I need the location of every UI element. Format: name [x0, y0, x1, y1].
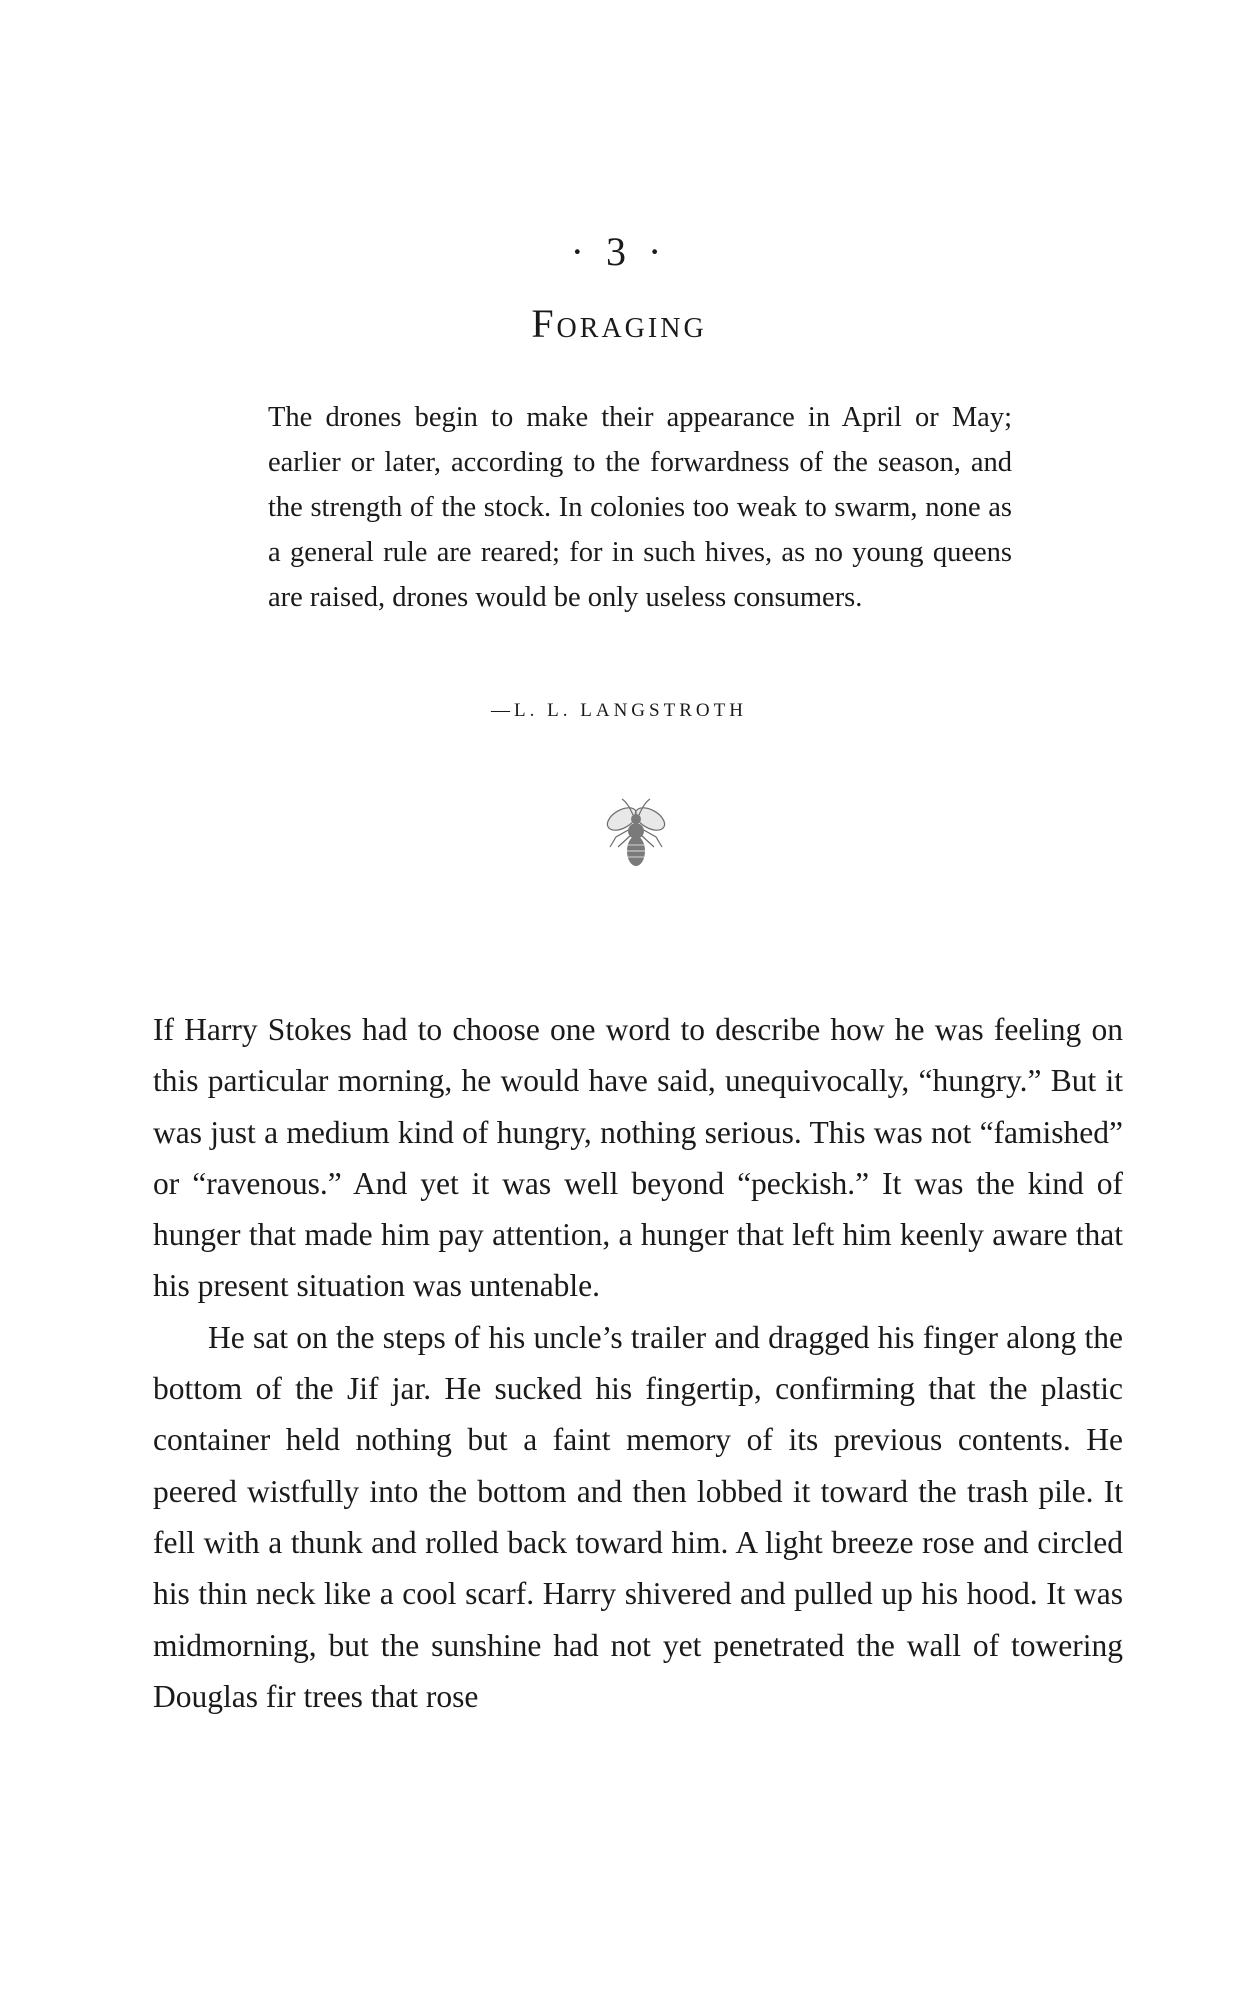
epigraph-attribution: —L. L. LANGSTROTH	[491, 700, 747, 721]
body-paragraph-1: If Harry Stokes had to choose one word to describe how he was feeling on this particular morning, he would have said, unequivocally, “hungry.” But it was just a medium kind of hungry, nothing serious. This was not “famished” or “ravenous.” And yet it was well beyond “peckish.” It was the kind of hunger that made him pay attention, a hunger that left him keenly aware that his present situation was untenable.	[153, 1012, 1123, 1304]
body-text	[153, 1004, 1123, 1722]
chapter-title: Foraging	[531, 301, 707, 346]
bee-icon	[598, 795, 674, 875]
epigraph-text: The drones begin to make their appearance in April or May; earlier or later, according to the forwardness of the season, and the strength of the stock. In colonies too weak to swarm, none as a general rule are reared; for in such hives, as no young queens are raised, drones would be only useless consumers.	[268, 402, 1012, 613]
body-paragraph-2: He sat on the steps of his uncle’s trailer and dragged his finger along the bottom of the Jif jar. He sucked his fingertip, confirming that the plastic container held nothing but a faint memory of its previous contents. He peered wistfully into the bottom and then lobbed it toward the trash pile. It fell with a thunk and rolled back toward him. A light breeze rose and circled his thin neck like a cool scarf. Harry shivered and pulled up his hood. It was midmorning, but the sunshine had not yet penetrated the wall of towering Douglas fir trees that rose	[153, 1319, 1123, 1714]
chapter-number: · 3 ·	[570, 229, 668, 274]
